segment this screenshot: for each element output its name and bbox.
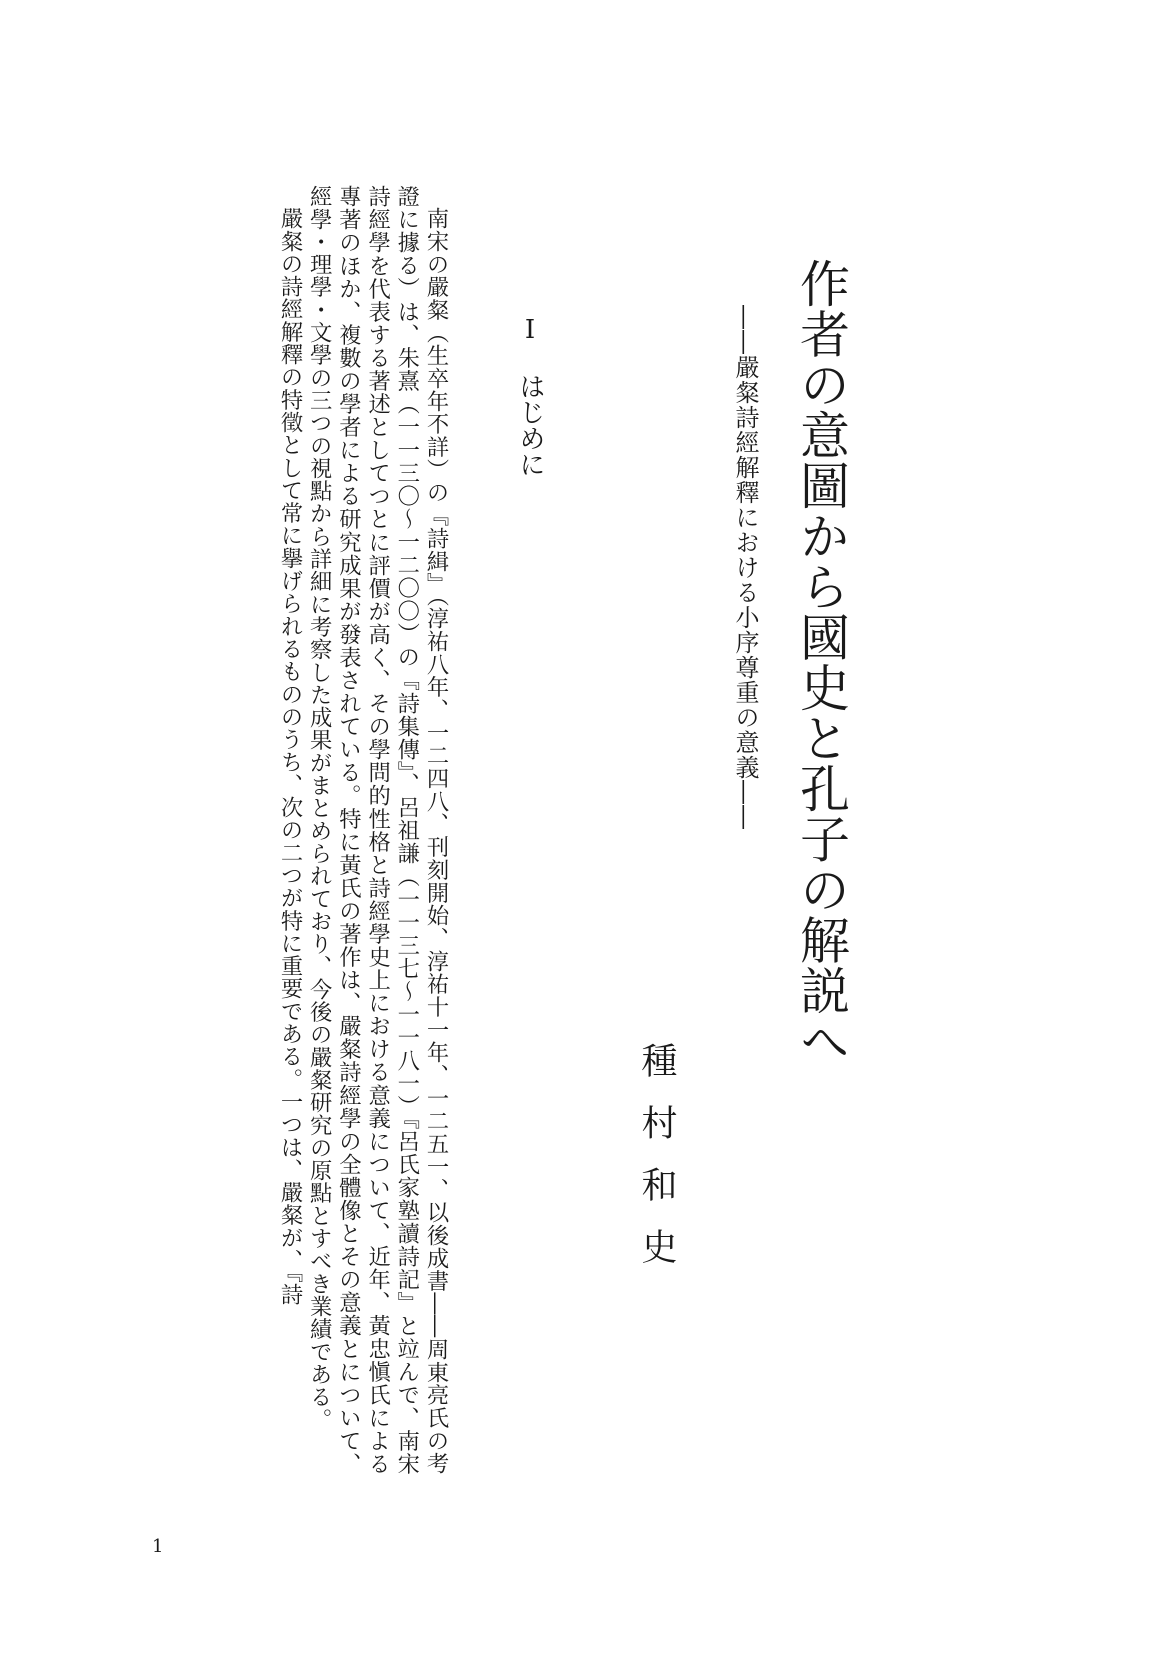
body-paragraph: 嚴粲の詩經解釋の特徵として常に擧げられるもののうち、次の二つが特に重要である。一つは、嚴粲が、『詩 — [276, 207, 303, 1306]
author-name: 種村和史 — [636, 1042, 677, 1290]
section-heading — [514, 315, 546, 477]
article-title: 作者の意圖から國史と孔子の解説へ — [792, 258, 850, 1066]
section-number: Ⅰ — [515, 315, 545, 345]
article-subtitle: ――嚴粲詩經解釋における小序尊重の意義―― — [731, 305, 759, 830]
section-heading-text: はじめに — [515, 373, 545, 477]
body-paragraph: 南宋の嚴粲（生卒年不詳）の『詩緝』（淳祐八年、一二四八、刊刻開始、淳祐十一年、一二五一、以後成書――周東亮氏の考證に據る）は、朱熹（一一三〇～一二〇〇）の『詩集傳』、呂祖謙（一一三七～一一八一）『呂氏家塾讀詩記』と竝んで、南宋詩經學を代表する著述としてつとに評價が高く、その學問的性格と詩經學史上における意義について、近年、黃忠愼氏による專著のほか、複數の學者による研究成果が發表されている。特に黃氏の著作は、嚴粲詩經學の全體像とその意義とについて、經學・理學・文學の三つの視點から詳細に考察した成果がまとめられており、今後の嚴粲研究の原點とすべき業績である。 — [306, 185, 449, 1475]
body-text — [150, 185, 450, 1475]
page-number: 1 — [152, 1536, 164, 1557]
